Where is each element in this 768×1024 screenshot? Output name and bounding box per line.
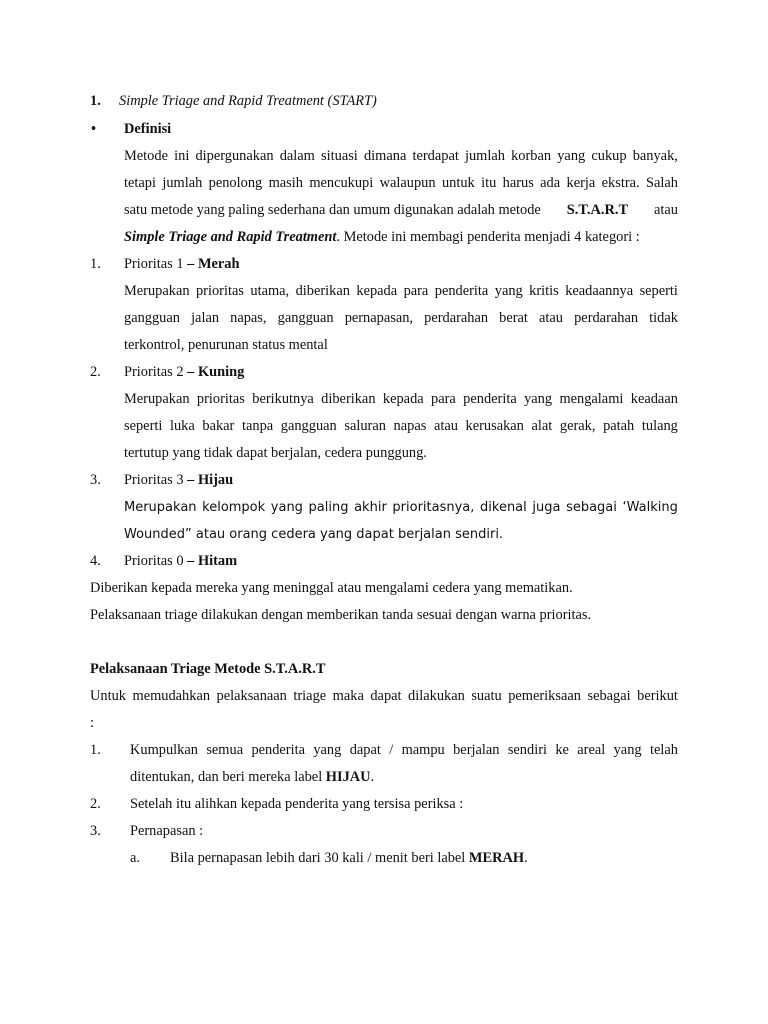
word: untuk (441, 175, 475, 191)
word: jumlah (162, 175, 203, 191)
priority-1-line-3: terkontrol, penurunan status mental (124, 337, 328, 353)
word: berjalan (453, 742, 500, 758)
label-hijau: HIJAU (325, 769, 371, 785)
substep-a-text: Bila pernapasan lebih dari 30 kali / menit beri label MERAH. (170, 850, 528, 866)
priority-1-heading: Prioritas 1 – Merah (124, 256, 240, 272)
word: seperti (639, 283, 678, 299)
word: itu (481, 175, 497, 191)
word: saluran (344, 418, 386, 434)
bullet: • (91, 121, 97, 137)
heading-number: 1. (90, 93, 101, 109)
section-intro (90, 683, 678, 710)
step-3-number: 3. (90, 823, 101, 839)
word: kerusakan (465, 418, 524, 434)
word: dapat (370, 688, 402, 704)
definisi-label: Definisi (124, 121, 172, 137)
word: telah (649, 742, 678, 758)
word: seperti (124, 418, 163, 434)
word: berikut (637, 688, 678, 704)
word: tidak (649, 310, 678, 326)
priority-2-line-3: tertutup yang tidak dapat berjalan, cedera punggung. (124, 445, 427, 461)
priority-1-line-2 (124, 305, 678, 332)
word: dalam (279, 148, 315, 164)
word: perdarahan (574, 310, 639, 326)
word: memudahkan (132, 688, 211, 704)
word: mengalami (559, 391, 624, 407)
word: bakar (202, 418, 235, 434)
word: pemeriksaan (508, 688, 581, 704)
priority-1-number: 1. (90, 256, 101, 272)
word: gangguan (124, 310, 180, 326)
definisi-line-4: Simple Triage and Rapid Treatment. Metode ini membagi penderita menjadi 4 kategori : (124, 229, 640, 245)
word: penderita (251, 742, 305, 758)
label-merah: MERAH (468, 850, 525, 866)
word: yang (524, 391, 553, 407)
word: banyak, (632, 148, 678, 164)
priority-3-heading: Prioritas 3 – Hijau (124, 472, 234, 488)
word: Metode (124, 148, 168, 164)
word: yang (313, 742, 342, 758)
word: kritis (529, 283, 559, 299)
word: pelaksanaan (216, 688, 287, 704)
word: yang (613, 742, 642, 758)
word: gerak, (559, 418, 596, 434)
word: ekstra. (601, 175, 640, 191)
word: kerja (566, 175, 596, 191)
priority-2-line-1 (124, 386, 678, 413)
word: prioritasnya, (392, 500, 475, 515)
step-2-text: Setelah itu alihkan kepada penderita yang tersisa periksa : (130, 796, 464, 812)
priority-4-heading: Prioritas 0 – Hitam (124, 553, 238, 569)
step-1-number: 1. (90, 742, 101, 758)
word: gangguan (277, 310, 334, 326)
priority-4-color: – Hitam (187, 553, 238, 569)
word: ada (540, 175, 561, 191)
step-2-number: 2. (90, 796, 101, 812)
word: tulang (641, 418, 678, 434)
word: terdapat (412, 148, 459, 164)
word: patah (603, 418, 635, 434)
substep-a-letter: a. (130, 850, 140, 866)
word: ‘Walking (622, 500, 678, 515)
start-acronym: S.T.A.R.T (566, 202, 629, 218)
word: situasi (321, 148, 358, 164)
priority-2-line-2 (124, 413, 678, 440)
word: sendiri (507, 742, 547, 758)
word: suatu (471, 688, 502, 704)
word: para (403, 283, 429, 299)
word: areal (577, 742, 606, 758)
word: perdarahan (424, 310, 489, 326)
word: juga (532, 500, 561, 515)
word: walaupun (379, 175, 436, 191)
word: dapat (349, 742, 381, 758)
word: prioritas (196, 391, 245, 407)
word: prioritas (195, 283, 244, 299)
word: penolong (208, 175, 263, 191)
word: maka (332, 688, 364, 704)
word: diberikan (321, 391, 376, 407)
word: napas (393, 418, 427, 434)
word: mencukupi (309, 175, 374, 191)
word: dikenal (480, 500, 527, 515)
word: harus (502, 175, 534, 191)
word: alat (531, 418, 553, 434)
word: diberikan (295, 283, 350, 299)
word: triage (293, 688, 327, 704)
paragraph-triage-marking: Pelaksanaan triage dilakukan dengan memberikan tanda sesuai dengan warna prioritas. (90, 607, 592, 623)
word: tetapi (124, 175, 156, 191)
word: dimana (363, 148, 407, 164)
word: yang (494, 283, 523, 299)
section-title: Pelaksanaan Triage Metode S.T.A.R.T (90, 661, 326, 677)
priority-1-color: – Merah (187, 256, 240, 272)
word: gangguan (280, 418, 337, 434)
word: paling (308, 500, 349, 515)
start-full-name: Simple Triage and Rapid Treatment (124, 229, 337, 245)
word: napas, (230, 310, 267, 326)
word: atau (539, 310, 563, 326)
word: dilakukan (408, 688, 465, 704)
word: akhir (354, 500, 387, 515)
word: cukup (591, 148, 627, 164)
word: para (431, 391, 456, 407)
word: semua (206, 742, 244, 758)
word: kepada (356, 283, 398, 299)
word: utama, (250, 283, 290, 299)
word: Merupakan (124, 500, 197, 515)
paragraph-hitam-description: Diberikan kepada mereka yang meninggal atau mengalami cedera yang mematikan. (90, 580, 573, 596)
priority-3-line-2: Wounded” atau orang cedera yang dapat berjalan sendiri. (124, 527, 504, 542)
word: sebagai (566, 500, 617, 515)
word: sebagai (587, 688, 631, 704)
word: Salah (645, 175, 678, 191)
word: keadaannya (565, 283, 634, 299)
word: pernapasan, (344, 310, 414, 326)
definisi-line-1 (124, 143, 678, 170)
priority-3-number: 3. (90, 472, 101, 488)
word: Kumpulkan (130, 742, 198, 758)
priority-3-line-1 (124, 494, 678, 521)
word: Merupakan (124, 391, 190, 407)
word: ini (174, 148, 190, 164)
word: jalan (191, 310, 220, 326)
word: Untuk (90, 688, 126, 704)
word: yang (270, 500, 303, 515)
priority-1-line-1 (124, 278, 678, 305)
word: dipergunakan (195, 148, 274, 164)
word: berat (499, 310, 528, 326)
section-intro-continuation: : (90, 715, 94, 731)
definisi-line-2 (124, 170, 678, 197)
word: atau (433, 418, 458, 434)
heading-title: Simple Triage and Rapid Treatment (START) (119, 93, 377, 109)
priority-3-color: – Hijau (187, 472, 234, 488)
priority-2-number: 2. (90, 364, 101, 380)
word: mampu (401, 742, 445, 758)
word: yang (557, 148, 586, 164)
word: penderita (463, 391, 517, 407)
word: kepada (382, 391, 424, 407)
definisi-line-3: satu metode yang paling sederhana dan umum digunakan adalah metode S.T.A.R.T atau (124, 197, 678, 224)
word: korban (511, 148, 552, 164)
word: Merupakan (124, 283, 190, 299)
word: keadaan (630, 391, 678, 407)
word: ke (555, 742, 569, 758)
step-1-line-1 (130, 737, 678, 764)
priority-2-color: – Kuning (187, 364, 245, 380)
word: berikutnya (252, 391, 314, 407)
priority-4-number: 4. (90, 553, 101, 569)
word: masih (268, 175, 303, 191)
word: / (389, 742, 394, 758)
word: kelompok (202, 500, 266, 515)
step-1-line-2: ditentukan, dan beri mereka label HIJAU. (130, 769, 375, 785)
word: jumlah (464, 148, 505, 164)
word: tanpa (241, 418, 274, 434)
word: penderita (434, 283, 489, 299)
step-3-text: Pernapasan : (130, 823, 204, 839)
priority-2-heading: Prioritas 2 – Kuning (124, 364, 245, 380)
word: luka (169, 418, 195, 434)
